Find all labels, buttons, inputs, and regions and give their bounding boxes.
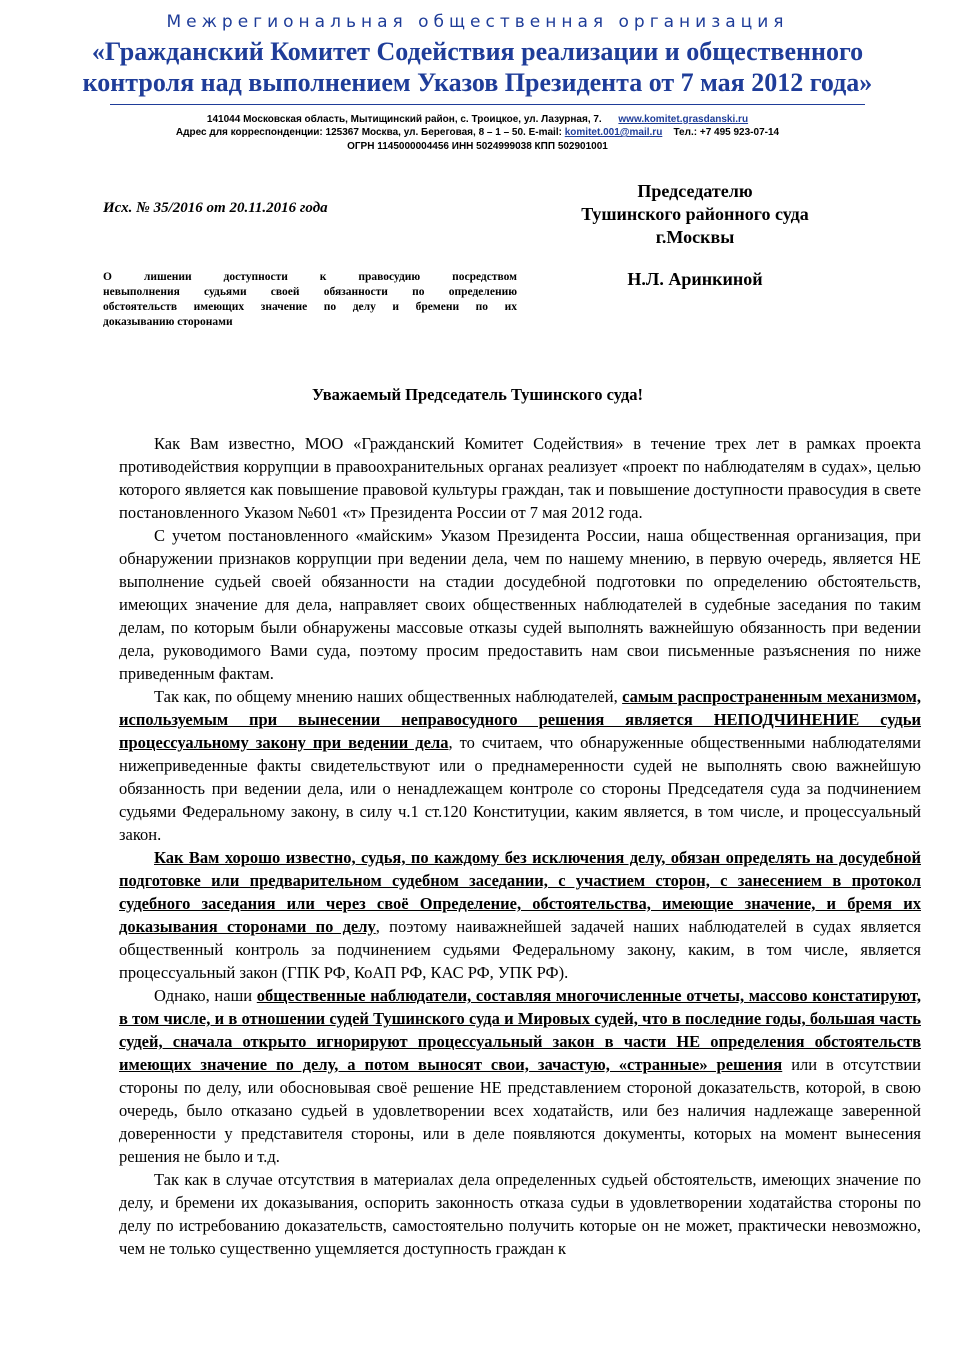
org-name: «Гражданский Комитет Содействия реализации и общественного контроля над выполнением Указов Президента от 7 мая 2012 года»	[82, 37, 873, 97]
body-paragraph	[119, 984, 921, 1168]
subject-line: обстоятельств имеющих значение по делу и бремени по их	[103, 301, 517, 313]
paragraph-text: Так как, по общему мнению наших общественных наблюдателей,	[154, 687, 623, 706]
paragraph-text: , поэтому наиважнейшей задачей наших наблюдателей в судах является общественный контроль за подчинением судьями Федеральному закону, каким, в том числе, является процессуальный закон (ГПК РФ, КоАП РФ, КАС РФ, УПК РФ).	[119, 917, 921, 982]
emphasized-text: общественные наблюдатели, составляя многочисленные отчеты, массово констатируют, в том числе, и в отношении судей Тушинского суда и Мировых судей, что в последние годы, большая часть судей, сначала открыто игнорируют процессуальный закон в части НЕ определения обстоятельств имеющих значение по делу, а потом выносят свои, зачастую, «странные» решения	[119, 986, 921, 1074]
correspondence-address: Адрес для корреспонденции: 125367 Москва, ул. Береговая, 8 – 1 – 50. E-mail:	[175, 127, 562, 138]
address-line	[90, 114, 865, 125]
body-paragraph: С учетом постановленного «майским» Указом Президента России, наша общественная организация, при обнаружении признаков коррупции при ведении дела, чем по нашему мнению, в первую очередь, является НЕ выполнение судьей своей обязанности на стадии досудебной подготовки по определению обстоятельств, имеющих значение для дела, направляет своих общественных наблюдателей в судебные заседания по таким делам, по которым были обнаружены массовые отказы судей выполнять важнейшую обязанность при ведении дела, руководимого Вами суда, поэтому просим предоставить нам свои письменные разъяснения по ниже приведенным фактам.	[119, 526, 921, 683]
addressee-line-1: Председателю	[637, 181, 753, 201]
paragraph-text: или в отсутствии стороны по делу, или обосновывая своё решение НЕ представлением стороной доказательств, которой, в свою очередь, было отказано судьей в удовлетворении всех ходатайств, или без наличия надлежаще заверенной доверенности у представителя стороны, или в деле появляются документы, которых на момент вынесения решения не было и т.д.	[119, 1055, 921, 1166]
emphasized-text: Как Вам хорошо известно, судья, по каждому без исключения делу, обязан определять на досудебной подготовке или предварительном судебном заседании, с участием сторон, с занесением в протокол судебного заседания или через своё Определение, обстоятельства, имеющие значение, и бремя их доказывания сторонами по делу	[119, 848, 921, 936]
letter-subject	[103, 270, 517, 330]
body-paragraph	[119, 846, 921, 984]
outgoing-reference: Исх. № 35/2016 от 20.11.2016 года	[103, 200, 328, 216]
header-divider	[110, 104, 865, 105]
subject-line: невыполнения судьями своей обязанности по определению	[103, 286, 517, 298]
subject-line: доказыванию сторонами	[103, 316, 233, 328]
paragraph-text: , то считаем, что обнаруженные общественными наблюдателями нижеприведенные факты свидетельствуют или о преднамеренности судей не выполнять свою важнейшую обязанность при ведении дела, или о ненадлежащем контроле со стороны Председателя суда за подчинением судьями Федеральному закону, в силу ч.1 ст.120 Конституции, каким является, в том числе, и процессуальный закон.	[119, 733, 921, 844]
body-paragraph	[119, 685, 921, 846]
correspondence-line	[90, 127, 865, 138]
org-type: Межрегиональная общественная организация	[166, 12, 789, 32]
paragraph-text: Однако, наши	[154, 986, 257, 1005]
emphasized-text: самым распространенным механизмом, используемым при вынесении неправосудного решения является НЕПОДЧИНЕНИЕ судьи процессуальному закону при ведении дела	[119, 687, 921, 752]
body-paragraph: Как Вам известно, МОО «Гражданский Комитет Содействия» в течение трех лет в рамках проекта противодействия коррупции в правоохранительных органах реализует «проект по наблюдателям в судах», целью которого является как повышение правовой культуры граждан, так и повышение доступности правосудия в свете постановленного Указом №601 «т» Президента России от 7 мая 2012 года.	[119, 434, 921, 522]
addressee-line-3: г.Москвы	[655, 227, 735, 247]
letter-body	[119, 432, 921, 1260]
email-link[interactable]: komitet.001@mail.ru	[564, 127, 663, 138]
subject-line: О лишении доступности к правосудию посредством	[103, 271, 517, 283]
website-link[interactable]: www.komitet.grasdanski.ru	[618, 114, 749, 125]
registration-numbers: ОГРН 1145000004456 ИНН 5024999038 КПП 502901001	[347, 141, 608, 152]
addressee-name: Н.Л. Аринкиной	[627, 269, 763, 289]
postal-address: 141044 Московская область, Мытищинский район, с. Троицкое, ул. Лазурная, 7.	[206, 114, 602, 125]
body-paragraph: Так как в случае отсутствия в материалах дела определенных судьей обстоятельств, имеющих значение по делу, и бремени их доказывания, оспорить законность отказа судьи в удовлетворении ходатайства стороны по делу по истребованию доказательств, самостоятельно получить которые он не может, практически невозможно, чем не только существенно ущемляется доступность граждан к	[119, 1170, 921, 1258]
greeting: Уважаемый Председатель Тушинского суда!	[311, 385, 644, 404]
phone: Тел.: +7 495 923-07-14	[673, 127, 780, 138]
addressee-line-2: Тушинского районного суда	[581, 204, 809, 224]
